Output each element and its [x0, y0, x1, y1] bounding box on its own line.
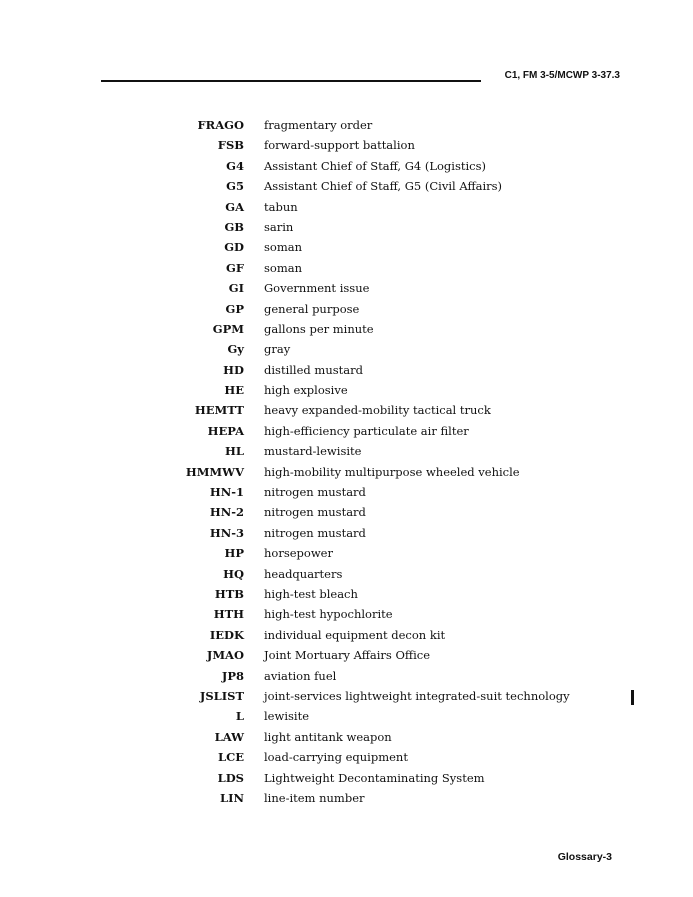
glossary-entry: [0, 442, 693, 462]
glossary-entry: [0, 218, 693, 238]
glossary-term: GD: [224, 240, 244, 255]
glossary-term: HD: [223, 362, 244, 377]
glossary-entry: [0, 503, 693, 523]
glossary-term: JMAO: [206, 648, 244, 663]
glossary-term: GF: [226, 260, 244, 275]
glossary-definition: high-efficiency particulate air filter: [264, 423, 469, 438]
glossary-definition: nitrogen mustard: [264, 485, 366, 500]
glossary-term: GA: [225, 199, 244, 214]
page-header-title: C1, FM 3-5/MCWP 3-37.3: [504, 70, 620, 81]
glossary-definition: forward-support battalion: [264, 138, 415, 153]
glossary-term: IEDK: [209, 627, 244, 642]
glossary-definition: tabun: [264, 199, 298, 214]
glossary-term: HEMTT: [194, 403, 244, 418]
glossary-entry: [0, 483, 693, 503]
glossary-definition: headquarters: [264, 566, 343, 581]
glossary-entry: [0, 544, 693, 564]
glossary-definition: Government issue: [264, 281, 370, 296]
glossary-term: HP: [224, 546, 244, 561]
glossary-definition: individual equipment decon kit: [264, 627, 446, 642]
glossary-term: LDS: [217, 770, 244, 785]
glossary-entry: [0, 626, 693, 646]
glossary-term: FSB: [217, 138, 244, 153]
glossary-entry: [0, 198, 693, 218]
glossary-entry: [0, 748, 693, 768]
glossary-definition: heavy expanded-mobility tactical truck: [264, 403, 491, 418]
glossary-definition: load-carrying equipment: [264, 750, 408, 765]
glossary-term: LCE: [217, 750, 244, 765]
glossary-term: GI: [228, 281, 244, 296]
glossary-definition: horsepower: [264, 546, 333, 561]
glossary-definition: general purpose: [264, 301, 360, 316]
glossary-definition: lewisite: [264, 709, 310, 724]
glossary-list: [0, 116, 693, 809]
glossary-term: JP8: [221, 668, 244, 683]
glossary-entry: [0, 320, 693, 340]
glossary-term: HQ: [223, 566, 244, 581]
glossary-entry: [0, 646, 693, 666]
glossary-term: GPM: [212, 321, 244, 336]
glossary-entry: [0, 585, 693, 605]
glossary-term: HN-2: [209, 505, 244, 520]
glossary-entry: [0, 687, 693, 707]
glossary-term: HMMWV: [185, 464, 244, 479]
glossary-entry: [0, 116, 693, 136]
glossary-definition: high-test bleach: [264, 586, 358, 601]
glossary-entry: [0, 259, 693, 279]
glossary-definition: high explosive: [264, 383, 348, 398]
glossary-entry: [0, 667, 693, 687]
glossary-term: HTH: [213, 607, 244, 622]
glossary-entry: [0, 728, 693, 748]
glossary-definition: fragmentary order: [264, 118, 373, 132]
glossary-definition: Joint Mortuary Affairs Office: [264, 648, 431, 663]
glossary-entry: [0, 136, 693, 156]
glossary-entry: [0, 401, 693, 421]
glossary-term: HL: [225, 444, 244, 459]
glossary-definition: high-mobility multipurpose wheeled vehicle: [264, 464, 520, 479]
glossary-entry: [0, 177, 693, 197]
glossary-entry: [0, 463, 693, 483]
glossary-term: LAW: [214, 729, 244, 744]
glossary-definition: gray: [264, 342, 291, 357]
glossary-term: GB: [224, 219, 244, 234]
glossary-definition: mustard-lewisite: [264, 444, 362, 459]
glossary-entry: [0, 381, 693, 401]
glossary-definition: soman: [264, 260, 302, 275]
glossary-definition: Lightweight Decontaminating System: [264, 770, 485, 785]
glossary-entry: [0, 707, 693, 727]
glossary-term: HEPA: [207, 423, 244, 438]
glossary-term: HE: [224, 383, 244, 398]
glossary-entry: [0, 565, 693, 585]
glossary-entry: [0, 157, 693, 177]
glossary-entry: [0, 789, 693, 809]
glossary-definition: line-item number: [264, 790, 365, 805]
glossary-entry: [0, 422, 693, 442]
glossary-term: FRAGO: [197, 118, 244, 132]
glossary-term: G5: [226, 179, 244, 194]
glossary-definition: soman: [264, 240, 302, 255]
glossary-entry: [0, 524, 693, 544]
glossary-term: Gy: [227, 342, 244, 357]
glossary-definition: distilled mustard: [264, 362, 363, 377]
glossary-definition: sarin: [264, 219, 294, 234]
glossary-definition: light antitank weapon: [264, 729, 392, 744]
glossary-definition: joint-services lightweight integrated-suit technology: [264, 688, 570, 703]
glossary-definition: Assistant Chief of Staff, G4 (Logistics): [264, 158, 486, 173]
glossary-term: G4: [226, 158, 244, 173]
glossary-term: GP: [225, 301, 244, 316]
glossary-entry: [0, 769, 693, 789]
header-rule: [101, 80, 481, 82]
glossary-entry: [0, 340, 693, 360]
glossary-term: LIN: [220, 790, 244, 805]
glossary-entry: [0, 361, 693, 381]
glossary-term: L: [235, 709, 244, 724]
glossary-definition: gallons per minute: [264, 321, 374, 336]
glossary-entry: [0, 279, 693, 299]
glossary-term: JSLIST: [199, 688, 244, 703]
glossary-entry: [0, 605, 693, 625]
glossary-definition: aviation fuel: [264, 668, 337, 683]
change-bar: [631, 690, 634, 705]
glossary-definition: nitrogen mustard: [264, 525, 366, 540]
glossary-definition: Assistant Chief of Staff, G5 (Civil Affairs): [264, 179, 503, 194]
glossary-entry: [0, 300, 693, 320]
glossary-definition: nitrogen mustard: [264, 505, 366, 520]
glossary-entry: [0, 238, 693, 258]
glossary-term: HN-1: [209, 485, 244, 500]
glossary-definition: high-test hypochlorite: [264, 607, 393, 622]
page-number: Glossary-3: [557, 851, 612, 863]
glossary-term: HN-3: [209, 525, 244, 540]
glossary-term: HTB: [214, 586, 244, 601]
